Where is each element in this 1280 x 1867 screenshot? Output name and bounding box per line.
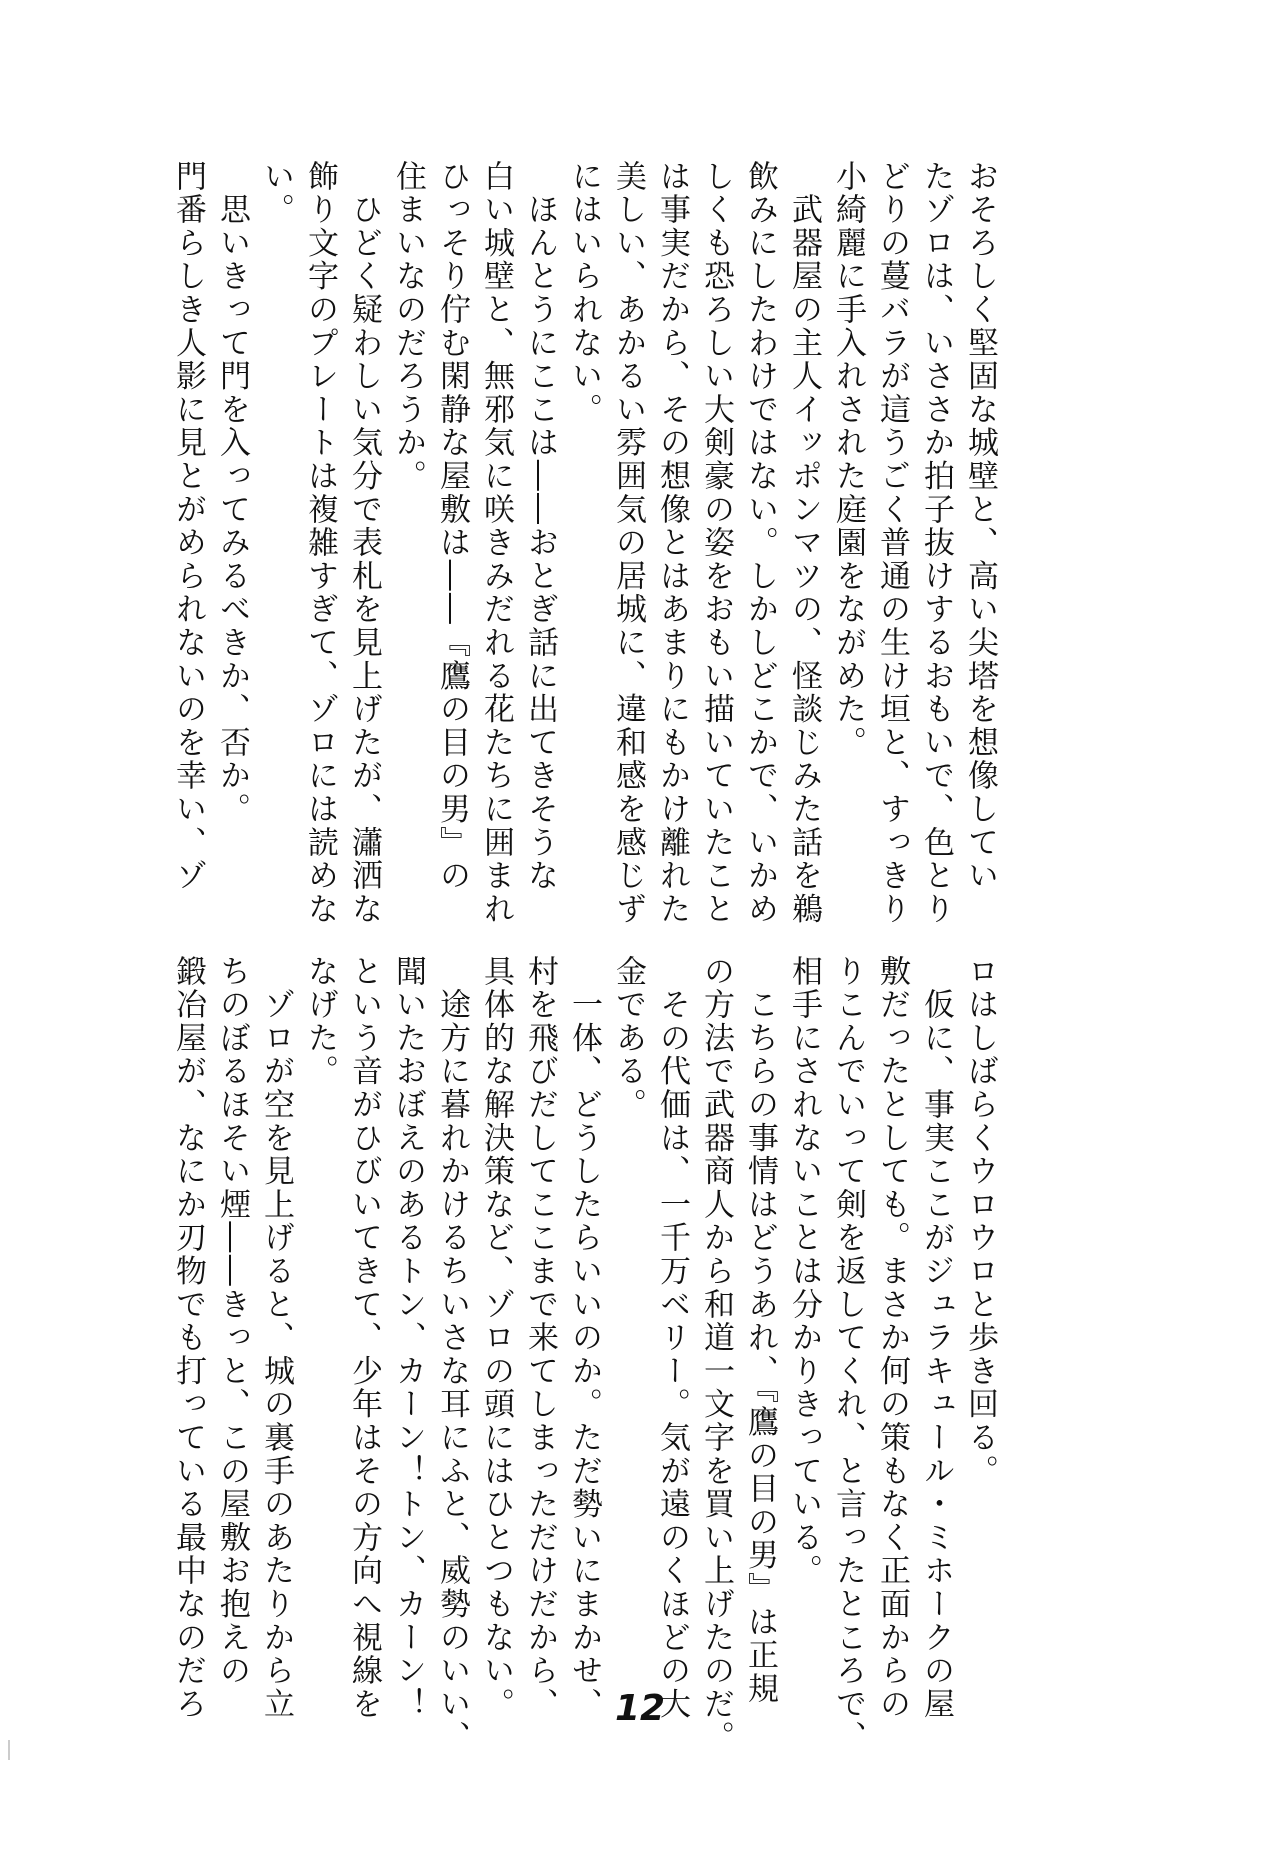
text-line: ロはしばらくウロウロと歩き回る。 (962, 955, 998, 1488)
text-line: ひどく疑わしい気分で表札を見上げたが、瀟洒な (346, 160, 382, 926)
text-line: 金である。 (610, 955, 646, 1122)
text-line: ゾロが空を見上げると、城の裏手のあたりから立 (258, 955, 294, 1721)
text-line: という音がひびいてきて、少年はその方向へ視線を (346, 955, 382, 1721)
text-line: 相手にされないことは分かりきっている。 (786, 955, 822, 1588)
text-line: 仮に、事実ここがジュラキュール・ミホークの屋 (918, 955, 954, 1721)
text-line: 途方に暮れかけるちいさな耳にふと、威勢のいい、 (434, 955, 470, 1755)
text-line: い。 (258, 160, 294, 227)
text-line: おそろしく堅固な城壁と、高い尖塔を想像してい (962, 160, 998, 893)
text-line: その代価は、一千万ベリー。気が遠のくほどの大 (654, 955, 690, 1721)
text-line: にはいられない。 (566, 160, 602, 427)
text-line: 飲みにしたわけではない。しかしどこかで、いかめ (742, 160, 778, 926)
text-line: 敷だったとしても。まさか何の策もなく正面からの (874, 955, 910, 1721)
text-line: 門番らしき人影に見とがめられないのを幸い、ゾ (170, 160, 206, 893)
text-line: 小綺麗に手入れされた庭園をながめた。 (830, 160, 866, 760)
text-line: しくも恐ろしい大剣豪の姿をおもい描いていたこと (698, 160, 734, 926)
text-line: の方法で武器商人から和道一文字を買い上げたのだ。 (698, 955, 734, 1755)
text-line: 一体、どうしたらいいのか。ただ勢いにまかせ、 (566, 955, 602, 1721)
text-line: 具体的な解決策など、ゾロの頭にはひとつもない。 (478, 955, 514, 1721)
text-line: ひっそり佇む閑静な屋敷は――『鷹の目の男』の (434, 160, 470, 893)
upper-text-block (166, 160, 1002, 926)
text-line: りこんでいって剣を返してくれ、と言ったところで、 (830, 955, 866, 1755)
text-line: 思いきって門を入ってみるべきか、否か。 (214, 160, 250, 826)
text-line: こちらの事情はどうあれ、『鷹の目の男』は正規 (742, 955, 778, 1706)
text-line: 飾り文字のプレートは複雑すぎて、ゾロには読めな (302, 160, 338, 926)
text-line: どりの蔓バラが這うごく普通の生け垣と、すっきり (874, 160, 910, 926)
text-line: は事実だから、その想像とはあまりにもかけ離れた (654, 160, 690, 926)
text-line: ほんとうにここは――おとぎ話に出てきそうな (522, 160, 558, 893)
text-line: ちのぼるほそい煙――きっと、この屋敷お抱えの (214, 955, 250, 1688)
text-line: 住まいなのだろうか。 (390, 160, 426, 493)
text-line: 聞いたおぼえのあるトン、カーン！トン、カーン！ (390, 955, 426, 1721)
page-number: 12 (614, 1688, 666, 1729)
text-line: 鍛冶屋が、なにか刃物でも打っている最中なのだろ (170, 955, 206, 1721)
text-line: 武器屋の主人イッポンマツの、怪談じみた話を鵜 (786, 160, 822, 926)
scan-edge-mark (8, 1740, 10, 1760)
text-line: なげた。 (302, 955, 338, 1089)
text-line: 美しい、あかるい雰囲気の居城に、違和感を感じず (610, 160, 646, 926)
text-line: 白い城壁と、無邪気に咲きみだれる花たちに囲まれ (478, 160, 514, 926)
text-line: たゾロは、いささか拍子抜けするおもいで、色とり (918, 160, 954, 926)
text-line: 村を飛びだしてここまで来てしまっただけだから、 (522, 955, 558, 1721)
